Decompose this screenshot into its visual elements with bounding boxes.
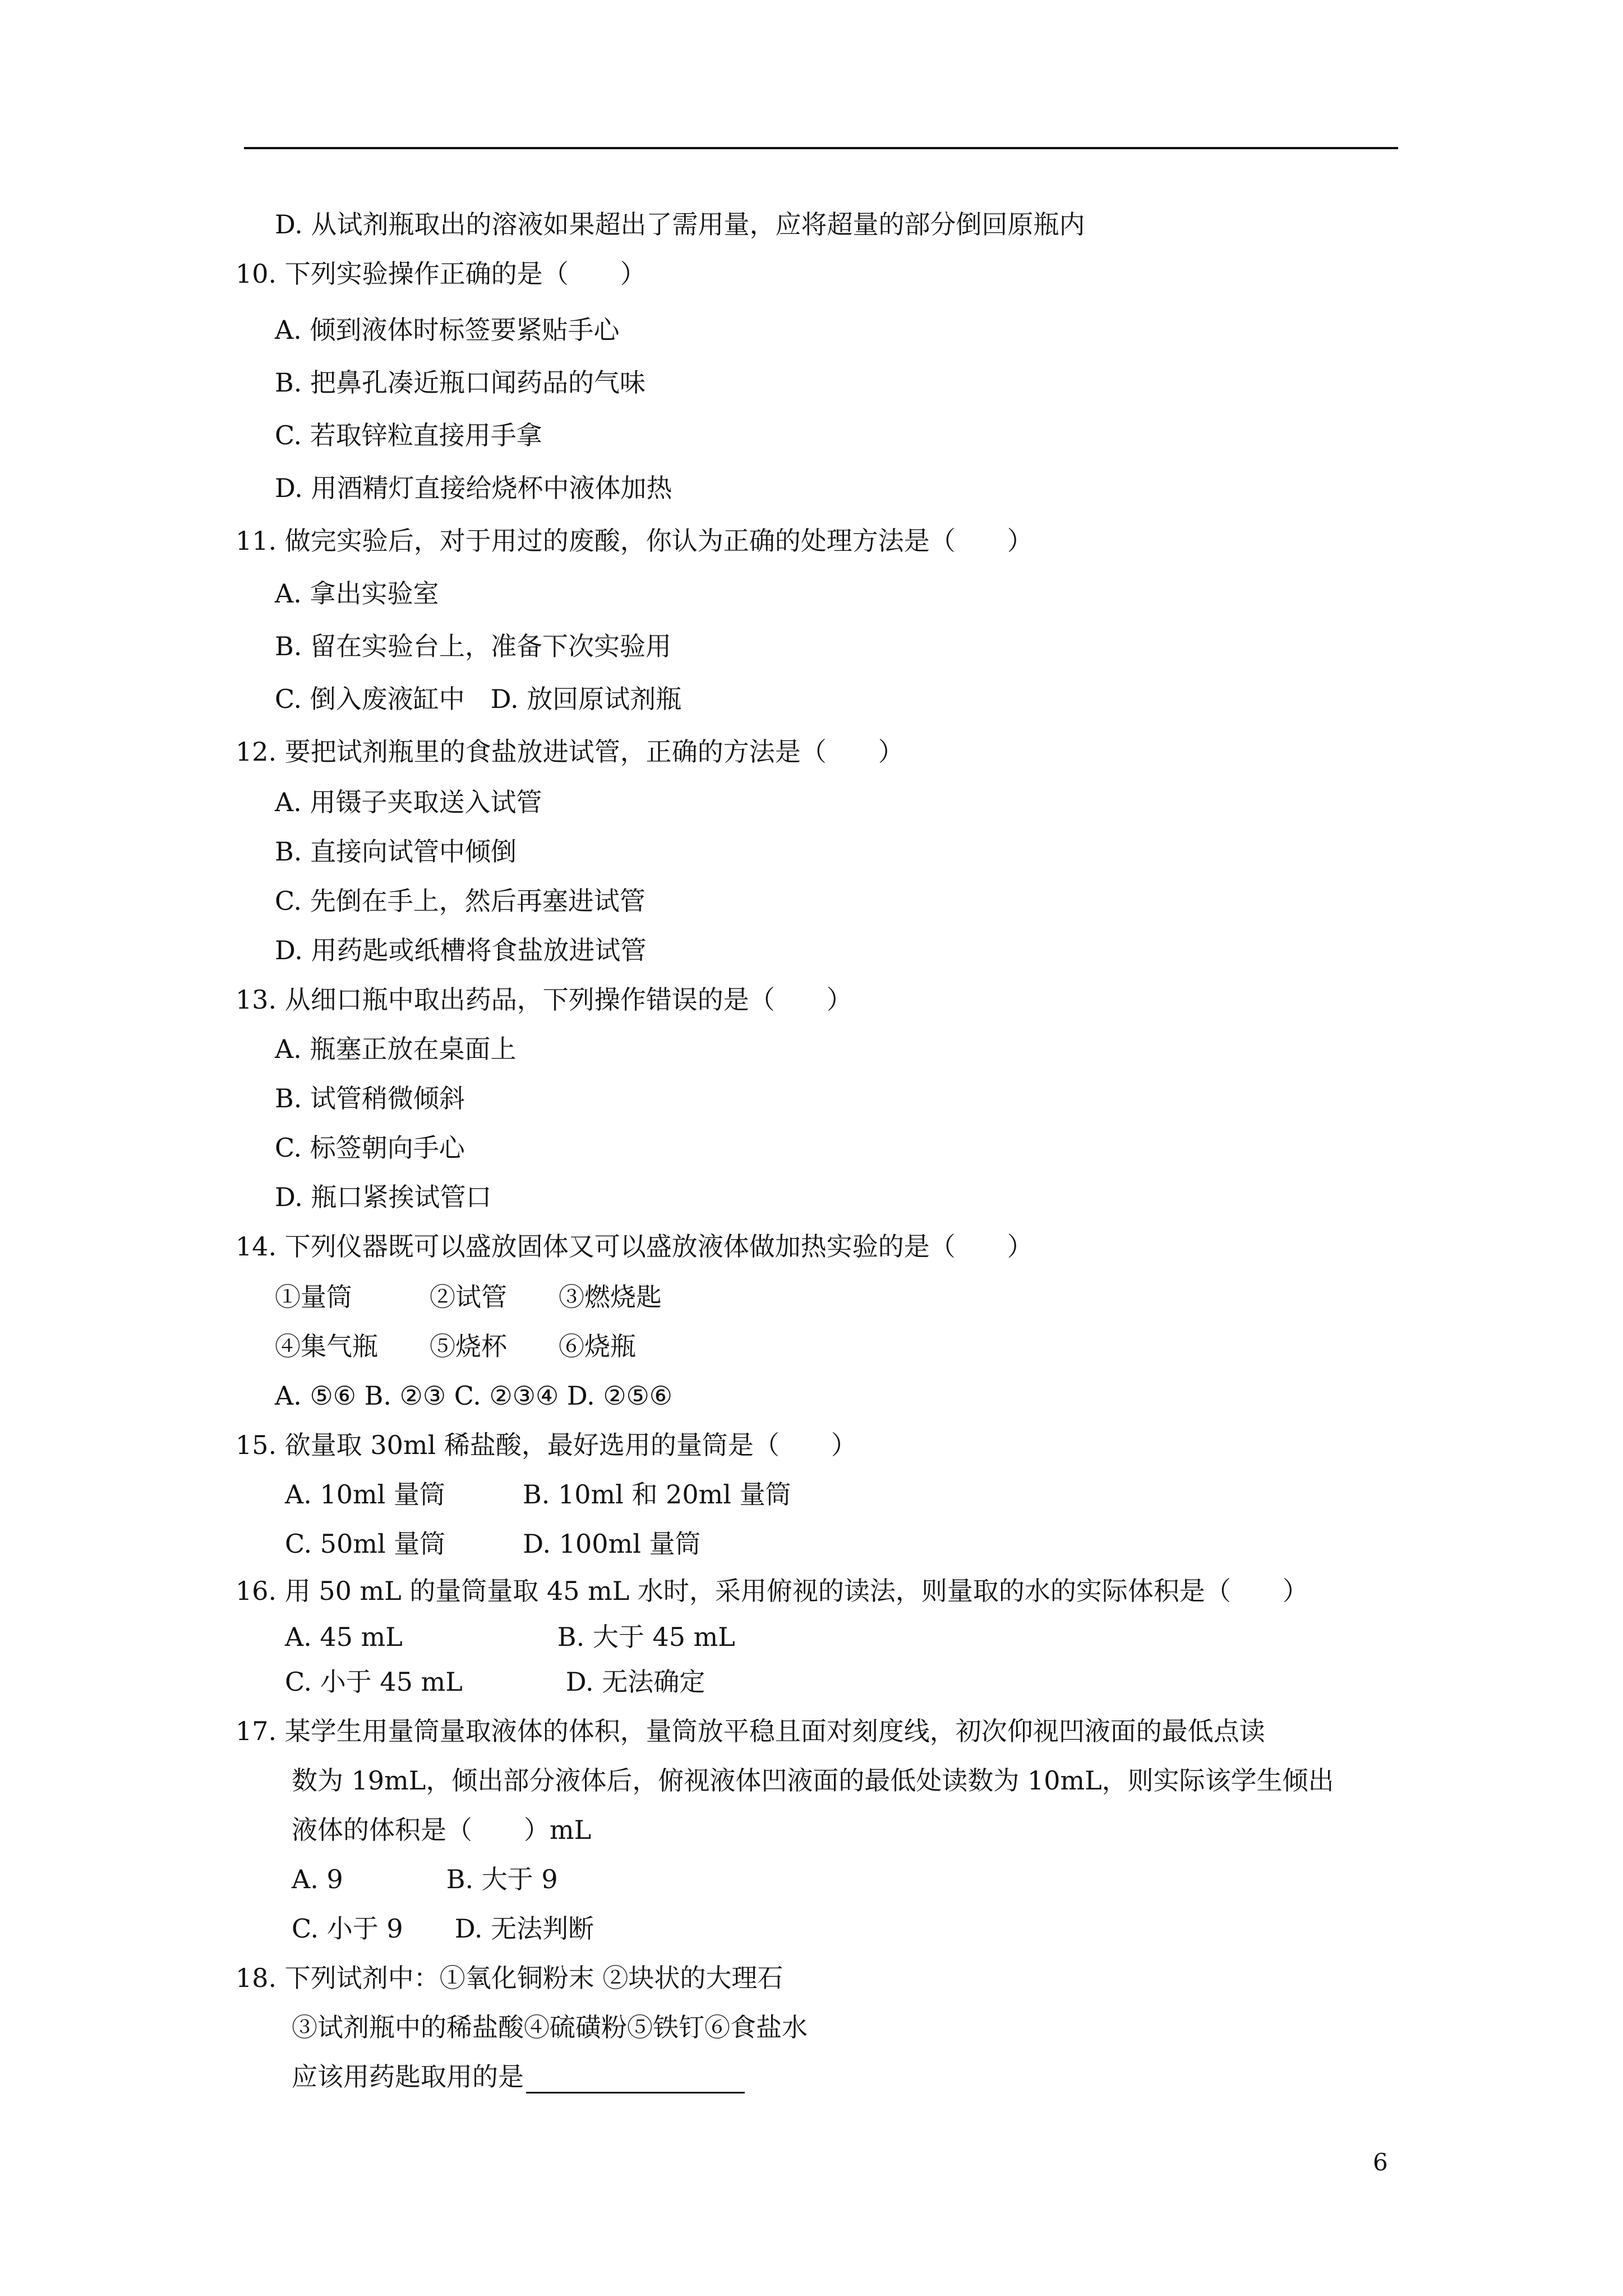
q16-stem: 16. 用 50 mL 的量筒量取 45 mL 水时，采用俯视的读法，则量取的水的实际体积是（ ） (236, 1576, 1308, 1606)
answer-blank[interactable] (526, 2063, 745, 2093)
q18-answer-line (292, 2060, 745, 2093)
q15-stem: 15. 欲量取 30ml 稀盐酸，最好选用的量筒是（ ） (236, 1430, 857, 1460)
q13-stem: 13. 从细口瓶中取出药品，下列操作错误的是（ ） (236, 984, 852, 1015)
q13-option-a: A. 瓶塞正放在桌面上 (275, 1034, 517, 1064)
header-rule (244, 147, 1398, 149)
q12-stem: 12. 要把试剂瓶里的食盐放进试管，正确的方法是（ ） (236, 737, 904, 767)
q10-option-b: B. 把鼻孔凑近瓶口闻药品的气味 (275, 367, 646, 398)
q11-option-c-d: C. 倒入废液缸中 D. 放回原试剂瓶 (275, 684, 682, 714)
q17-options-cd: C. 小于 9 D. 无法判断 (292, 1913, 594, 1944)
q16-options-cd: C. 小于 45 mL D. 无法确定 (285, 1667, 706, 1697)
q17-stem-line3: 液体的体积是（ ）mL (292, 1815, 592, 1845)
q10-option-a: A. 倾到液体时标签要紧贴手心 (275, 315, 620, 345)
q11-stem: 11. 做完实验后，对于用过的废酸，你认为正确的处理方法是（ ） (236, 526, 1033, 556)
q10-option-d: D. 用酒精灯直接给烧杯中液体加热 (275, 473, 672, 503)
q13-option-c: C. 标签朝向手心 (275, 1133, 465, 1163)
q17-stem-line2: 数为 19mL，倾出部分液体后，俯视液体凹液面的最低处读数为 10mL，则实际该学生倾出 (292, 1765, 1334, 1796)
q14-items-2: ④集气瓶 ⑤烧杯 ⑥烧瓶 (275, 1331, 636, 1361)
page-number: 6 (1373, 2148, 1388, 2176)
q14-options: A. ⑤⑥ B. ②③ C. ②③④ D. ②⑤⑥ (275, 1381, 673, 1411)
q12-option-d: D. 用药匙或纸槽将食盐放进试管 (275, 935, 647, 965)
q15-options-cd: C. 50ml 量筒 D. 100ml 量筒 (285, 1529, 701, 1559)
q11-option-b: B. 留在实验台上，准备下次实验用 (275, 631, 672, 661)
q13-option-d: D. 瓶口紧挨试管口 (275, 1182, 492, 1212)
q10-option-c: C. 若取锌粒直接用手拿 (275, 420, 542, 450)
q12-option-b: B. 直接向试管中倾倒 (275, 836, 517, 867)
q14-stem: 14. 下列仪器既可以盛放固体又可以盛放液体做加热实验的是（ ） (236, 1231, 1033, 1262)
q11-option-a: A. 拿出实验室 (275, 578, 439, 609)
q18-stem-line1: 18. 下列试剂中：①氧化铜粉末 ②块状的大理石 (236, 1963, 783, 1993)
q13-option-b: B. 试管稍微倾斜 (275, 1083, 465, 1114)
q9-option-d: D. 从试剂瓶取出的溶液如果超出了需用量，应将超量的部分倒回原瓶内 (275, 209, 1085, 240)
q17-stem-line1: 17. 某学生用量筒量取液体的体积，量筒放平稳且面对刻度线，初次仰视凹液面的最低点读 (236, 1716, 1265, 1746)
q14-items-1: ①量筒 ②试管 ③燃烧匙 (275, 1282, 662, 1312)
q18-stem-line2: ③试剂瓶中的稀盐酸④硫磺粉⑤铁钉⑥食盐水 (292, 2012, 808, 2042)
q12-option-a: A. 用镊子夹取送入试管 (275, 787, 542, 817)
q10-stem: 10. 下列实验操作正确的是（ ） (236, 259, 646, 289)
q17-options-ab: A. 9 B. 大于 9 (292, 1864, 558, 1894)
q16-options-ab: A. 45 mL B. 大于 45 mL (285, 1622, 735, 1652)
q15-options-ab: A. 10ml 量筒 B. 10ml 和 20ml 量筒 (285, 1479, 791, 1510)
q18-answer-prompt: 应该用药匙取用的是 (292, 2062, 524, 2092)
q12-option-c: C. 先倒在手上，然后再塞进试管 (275, 886, 645, 916)
